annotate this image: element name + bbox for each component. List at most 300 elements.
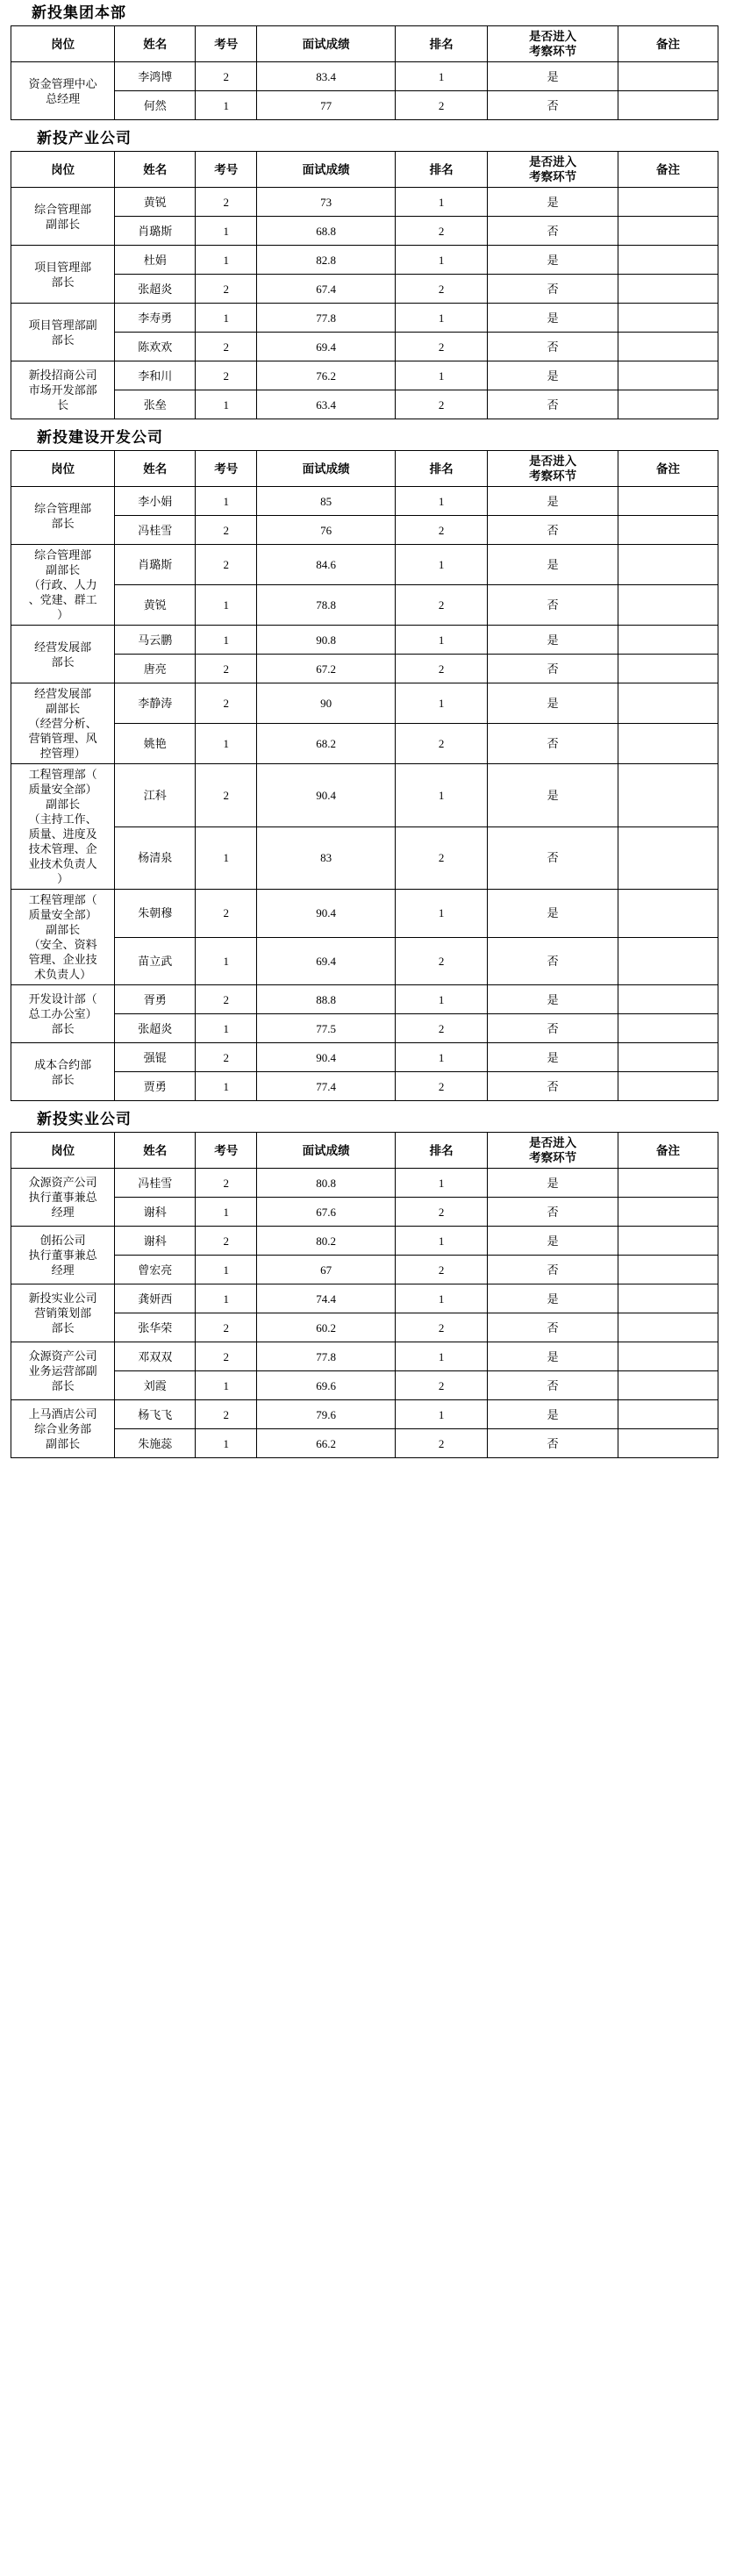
exam-no-cell: 1 bbox=[196, 487, 257, 516]
post-cell bbox=[11, 62, 115, 120]
table-header-row bbox=[11, 26, 718, 62]
pass-cell: 否 bbox=[488, 1198, 618, 1227]
post-line: 质量、进度及 bbox=[28, 827, 97, 841]
exam-no-cell: 1 bbox=[196, 1072, 257, 1101]
pass-cell: 否 bbox=[488, 91, 618, 120]
post-line: 经营发展部 bbox=[34, 640, 92, 654]
table-row bbox=[11, 626, 718, 655]
pass-cell: 否 bbox=[488, 1014, 618, 1043]
rank-cell: 2 bbox=[396, 655, 488, 683]
pass-cell: 是 bbox=[488, 1284, 618, 1313]
post-cell bbox=[11, 890, 115, 985]
post-cell bbox=[11, 764, 115, 890]
score-cell: 66.2 bbox=[257, 1429, 396, 1458]
name-cell: 肖璐斯 bbox=[115, 545, 196, 585]
result-section bbox=[11, 428, 718, 1101]
exam-no-cell: 1 bbox=[196, 246, 257, 275]
exam-no-cell: 1 bbox=[196, 937, 257, 985]
post-cell bbox=[11, 1043, 115, 1101]
post-line: 部长 bbox=[51, 655, 75, 669]
results-table bbox=[11, 25, 718, 120]
table-row bbox=[11, 91, 718, 120]
post-cell bbox=[11, 683, 115, 764]
pass-cell: 是 bbox=[488, 188, 618, 217]
name-cell: 杜娟 bbox=[115, 246, 196, 275]
score-cell: 90.4 bbox=[257, 764, 396, 827]
rank-cell: 1 bbox=[396, 62, 488, 91]
table-row bbox=[11, 361, 718, 390]
note-cell bbox=[618, 1256, 718, 1284]
post-line: 经理 bbox=[51, 1206, 75, 1219]
post-line: 副部长 bbox=[46, 563, 81, 576]
exam-no-cell: 1 bbox=[196, 585, 257, 626]
score-cell: 88.8 bbox=[257, 985, 396, 1014]
pass-cell: 是 bbox=[488, 487, 618, 516]
pass-cell: 否 bbox=[488, 724, 618, 764]
post-line: 营销策划部 bbox=[34, 1306, 92, 1320]
pass-cell: 否 bbox=[488, 1256, 618, 1284]
name-cell: 李和川 bbox=[115, 361, 196, 390]
post-line: 业务运营部副 bbox=[28, 1364, 97, 1377]
post-cell bbox=[11, 1227, 115, 1284]
column-header bbox=[488, 1133, 618, 1169]
pass-cell: 是 bbox=[488, 890, 618, 938]
note-cell bbox=[618, 1198, 718, 1227]
exam-no-cell: 2 bbox=[196, 764, 257, 827]
name-cell: 李小娟 bbox=[115, 487, 196, 516]
note-cell bbox=[618, 1400, 718, 1429]
post-line: 质量安全部） bbox=[28, 908, 97, 921]
post-line: 术负责人） bbox=[34, 968, 92, 981]
exam-no-cell: 2 bbox=[196, 333, 257, 361]
column-header-line: 是否进入 bbox=[529, 454, 577, 468]
rank-cell: 2 bbox=[396, 585, 488, 626]
post-line: 工程管理部（ bbox=[28, 768, 97, 781]
score-cell: 77.5 bbox=[257, 1014, 396, 1043]
score-cell: 80.2 bbox=[257, 1227, 396, 1256]
post-line: 副部长 bbox=[46, 798, 81, 811]
post-line: （经营分析、 bbox=[28, 717, 97, 730]
pass-cell: 否 bbox=[488, 217, 618, 246]
exam-no-cell: 1 bbox=[196, 1014, 257, 1043]
rank-cell: 1 bbox=[396, 985, 488, 1014]
name-cell: 龚妍西 bbox=[115, 1284, 196, 1313]
exam-no-cell: 2 bbox=[196, 1043, 257, 1072]
post-cell bbox=[11, 487, 115, 545]
score-cell: 68.2 bbox=[257, 724, 396, 764]
score-cell: 85 bbox=[257, 487, 396, 516]
post-line: 业技术负责人 bbox=[28, 857, 97, 870]
exam-no-cell: 2 bbox=[196, 545, 257, 585]
rank-cell: 2 bbox=[396, 516, 488, 545]
note-cell bbox=[618, 890, 718, 938]
note-cell bbox=[618, 1342, 718, 1371]
table-row bbox=[11, 764, 718, 827]
pass-cell: 是 bbox=[488, 1043, 618, 1072]
table-row bbox=[11, 985, 718, 1014]
post-cell bbox=[11, 1342, 115, 1400]
table-row bbox=[11, 1198, 718, 1227]
post-line: 新投招商公司 bbox=[28, 369, 97, 382]
column-header: 姓名 bbox=[115, 152, 196, 188]
score-cell: 77.8 bbox=[257, 304, 396, 333]
column-header-line: 是否进入 bbox=[529, 155, 577, 168]
note-cell bbox=[618, 1072, 718, 1101]
score-cell: 84.6 bbox=[257, 545, 396, 585]
rank-cell: 1 bbox=[396, 1342, 488, 1371]
post-line: 营销管理、风 bbox=[28, 732, 97, 745]
table-row bbox=[11, 1342, 718, 1371]
score-cell: 69.4 bbox=[257, 937, 396, 985]
post-line: 长 bbox=[57, 398, 69, 411]
column-header: 备注 bbox=[618, 152, 718, 188]
exam-no-cell: 2 bbox=[196, 655, 257, 683]
name-cell: 冯桂雪 bbox=[115, 516, 196, 545]
post-line: ） bbox=[57, 608, 69, 621]
column-header: 考号 bbox=[196, 26, 257, 62]
post-cell bbox=[11, 545, 115, 626]
post-line: 部长 bbox=[51, 275, 75, 289]
table-row bbox=[11, 683, 718, 724]
name-cell: 冯桂雪 bbox=[115, 1169, 196, 1198]
exam-no-cell: 2 bbox=[196, 683, 257, 724]
pass-cell: 是 bbox=[488, 1400, 618, 1429]
post-line: 市场开发部部 bbox=[28, 383, 97, 397]
score-cell: 83.4 bbox=[257, 62, 396, 91]
name-cell: 陈欢欢 bbox=[115, 333, 196, 361]
name-cell: 肖璐斯 bbox=[115, 217, 196, 246]
exam-no-cell: 2 bbox=[196, 516, 257, 545]
post-line: 新投实业公司 bbox=[28, 1292, 97, 1305]
exam-no-cell: 1 bbox=[196, 826, 257, 890]
table-row bbox=[11, 1256, 718, 1284]
rank-cell: 2 bbox=[396, 1371, 488, 1400]
pass-cell: 是 bbox=[488, 1342, 618, 1371]
table-row bbox=[11, 1313, 718, 1342]
post-cell bbox=[11, 985, 115, 1043]
post-line: 部长 bbox=[51, 333, 75, 347]
rank-cell: 2 bbox=[396, 390, 488, 419]
column-header: 面试成绩 bbox=[257, 451, 396, 487]
column-header: 备注 bbox=[618, 26, 718, 62]
exam-no-cell: 2 bbox=[196, 890, 257, 938]
score-cell: 76.2 bbox=[257, 361, 396, 390]
pass-cell: 否 bbox=[488, 585, 618, 626]
post-line: 管理、企业技 bbox=[28, 953, 97, 966]
post-line: 项目管理部 bbox=[34, 260, 92, 274]
note-cell bbox=[618, 1043, 718, 1072]
name-cell: 谢科 bbox=[115, 1227, 196, 1256]
post-line: 总经理 bbox=[46, 91, 81, 105]
column-header: 排名 bbox=[396, 451, 488, 487]
post-cell bbox=[11, 361, 115, 419]
table-row bbox=[11, 62, 718, 91]
exam-no-cell: 1 bbox=[196, 1429, 257, 1458]
section-title: 新投集团本部 bbox=[32, 4, 126, 21]
post-line: 质量安全部） bbox=[28, 783, 97, 796]
pass-cell: 是 bbox=[488, 1169, 618, 1198]
name-cell: 强锟 bbox=[115, 1043, 196, 1072]
table-row bbox=[11, 937, 718, 985]
post-line: （安全、资料 bbox=[28, 938, 97, 951]
exam-no-cell: 2 bbox=[196, 1313, 257, 1342]
post-line: 部长 bbox=[51, 516, 75, 530]
name-cell: 唐亮 bbox=[115, 655, 196, 683]
post-line: 综合管理部 bbox=[34, 548, 92, 562]
post-line: 副部长 bbox=[46, 1437, 81, 1450]
table-row bbox=[11, 655, 718, 683]
column-header: 排名 bbox=[396, 26, 488, 62]
column-header: 面试成绩 bbox=[257, 26, 396, 62]
column-header-line: 是否进入 bbox=[529, 1136, 577, 1149]
table-row bbox=[11, 1429, 718, 1458]
exam-no-cell: 1 bbox=[196, 1371, 257, 1400]
name-cell: 杨飞飞 bbox=[115, 1400, 196, 1429]
rank-cell: 2 bbox=[396, 1014, 488, 1043]
post-line: 执行董事兼总 bbox=[28, 1191, 97, 1204]
name-cell: 贾勇 bbox=[115, 1072, 196, 1101]
post-line: 资金管理中心 bbox=[28, 76, 97, 90]
pass-cell: 是 bbox=[488, 683, 618, 724]
table-row bbox=[11, 1227, 718, 1256]
score-cell: 90.8 bbox=[257, 626, 396, 655]
score-cell: 60.2 bbox=[257, 1313, 396, 1342]
section-title: 新投产业公司 bbox=[37, 130, 132, 147]
post-line: 开发设计部（ bbox=[28, 992, 97, 1005]
column-header: 岗位 bbox=[11, 1133, 115, 1169]
table-row bbox=[11, 333, 718, 361]
score-cell: 74.4 bbox=[257, 1284, 396, 1313]
post-cell bbox=[11, 1284, 115, 1342]
post-line: 总工办公室） bbox=[28, 1007, 97, 1020]
exam-no-cell: 2 bbox=[196, 62, 257, 91]
rank-cell: 1 bbox=[396, 1169, 488, 1198]
post-line: 综合业务部 bbox=[34, 1422, 92, 1435]
note-cell bbox=[618, 1371, 718, 1400]
name-cell: 李静涛 bbox=[115, 683, 196, 724]
post-line: 众源资产公司 bbox=[28, 1176, 97, 1189]
post-cell bbox=[11, 626, 115, 683]
pass-cell: 是 bbox=[488, 764, 618, 827]
name-cell: 江科 bbox=[115, 764, 196, 827]
table-row bbox=[11, 1072, 718, 1101]
note-cell bbox=[618, 764, 718, 827]
exam-no-cell: 2 bbox=[196, 1169, 257, 1198]
pass-cell: 否 bbox=[488, 1072, 618, 1101]
column-header: 排名 bbox=[396, 152, 488, 188]
rank-cell: 2 bbox=[396, 724, 488, 764]
exam-no-cell: 2 bbox=[196, 275, 257, 304]
score-cell: 90.4 bbox=[257, 890, 396, 938]
pass-cell: 否 bbox=[488, 1429, 618, 1458]
name-cell: 邓双双 bbox=[115, 1342, 196, 1371]
rank-cell: 1 bbox=[396, 188, 488, 217]
pass-cell: 是 bbox=[488, 361, 618, 390]
note-cell bbox=[618, 487, 718, 516]
table-row bbox=[11, 545, 718, 585]
exam-no-cell: 2 bbox=[196, 1227, 257, 1256]
column-header-line: 考察环节 bbox=[529, 170, 577, 183]
name-cell: 胥勇 bbox=[115, 985, 196, 1014]
rank-cell: 1 bbox=[396, 1227, 488, 1256]
exam-no-cell: 2 bbox=[196, 188, 257, 217]
note-cell bbox=[618, 1014, 718, 1043]
score-cell: 68.8 bbox=[257, 217, 396, 246]
rank-cell: 1 bbox=[396, 487, 488, 516]
column-header-line: 是否进入 bbox=[529, 30, 577, 43]
rank-cell: 1 bbox=[396, 1400, 488, 1429]
note-cell bbox=[618, 361, 718, 390]
name-cell: 张超炎 bbox=[115, 275, 196, 304]
note-cell bbox=[618, 188, 718, 217]
score-cell: 67.4 bbox=[257, 275, 396, 304]
rank-cell: 2 bbox=[396, 1198, 488, 1227]
table-header-row bbox=[11, 451, 718, 487]
exam-no-cell: 1 bbox=[196, 724, 257, 764]
post-line: 副部长 bbox=[46, 702, 81, 715]
score-cell: 77.8 bbox=[257, 1342, 396, 1371]
name-cell: 苗立武 bbox=[115, 937, 196, 985]
name-cell: 谢科 bbox=[115, 1198, 196, 1227]
table-row bbox=[11, 724, 718, 764]
column-header: 考号 bbox=[196, 1133, 257, 1169]
section-title: 新投实业公司 bbox=[37, 1111, 132, 1127]
name-cell: 张超炎 bbox=[115, 1014, 196, 1043]
score-cell: 67.2 bbox=[257, 655, 396, 683]
post-line: 副部长 bbox=[46, 923, 81, 936]
table-row bbox=[11, 1400, 718, 1429]
note-cell bbox=[618, 62, 718, 91]
pass-cell: 否 bbox=[488, 937, 618, 985]
name-cell: 马云鹏 bbox=[115, 626, 196, 655]
post-line: 执行董事兼总 bbox=[28, 1249, 97, 1262]
note-cell bbox=[618, 304, 718, 333]
score-cell: 90 bbox=[257, 683, 396, 724]
exam-no-cell: 1 bbox=[196, 304, 257, 333]
post-line: 部长 bbox=[51, 1379, 75, 1392]
note-cell bbox=[618, 333, 718, 361]
post-line: 上马酒店公司 bbox=[28, 1407, 97, 1420]
exam-no-cell: 2 bbox=[196, 1342, 257, 1371]
column-header: 考号 bbox=[196, 451, 257, 487]
name-cell: 何然 bbox=[115, 91, 196, 120]
name-cell: 黄锐 bbox=[115, 188, 196, 217]
pass-cell: 是 bbox=[488, 1227, 618, 1256]
rank-cell: 1 bbox=[396, 361, 488, 390]
pass-cell: 否 bbox=[488, 826, 618, 890]
table-row bbox=[11, 487, 718, 516]
column-header: 岗位 bbox=[11, 26, 115, 62]
score-cell: 69.4 bbox=[257, 333, 396, 361]
note-cell bbox=[618, 683, 718, 724]
post-line: 部长 bbox=[51, 1072, 75, 1086]
post-line: 成本合约部 bbox=[34, 1057, 92, 1071]
note-cell bbox=[618, 826, 718, 890]
note-cell bbox=[618, 1169, 718, 1198]
post-line: 综合管理部 bbox=[34, 202, 92, 216]
post-line: 创拓公司 bbox=[39, 1234, 86, 1247]
note-cell bbox=[618, 724, 718, 764]
note-cell bbox=[618, 217, 718, 246]
score-cell: 73 bbox=[257, 188, 396, 217]
rank-cell: 1 bbox=[396, 246, 488, 275]
table-row bbox=[11, 304, 718, 333]
results-table bbox=[11, 450, 718, 1101]
pass-cell: 是 bbox=[488, 545, 618, 585]
exam-no-cell: 2 bbox=[196, 361, 257, 390]
exam-no-cell: 1 bbox=[196, 626, 257, 655]
post-line: 经理 bbox=[51, 1263, 75, 1277]
post-line: ） bbox=[57, 872, 69, 885]
post-line: 综合管理部 bbox=[34, 501, 92, 515]
results-table bbox=[11, 1132, 718, 1458]
exam-no-cell: 1 bbox=[196, 1198, 257, 1227]
column-header bbox=[488, 152, 618, 188]
pass-cell: 否 bbox=[488, 655, 618, 683]
post-cell bbox=[11, 188, 115, 246]
post-line: 技术管理、企 bbox=[28, 842, 97, 855]
table-row bbox=[11, 890, 718, 938]
column-header-line: 考察环节 bbox=[529, 45, 577, 58]
table-row bbox=[11, 1371, 718, 1400]
sections-container bbox=[11, 4, 718, 1458]
pass-cell: 否 bbox=[488, 390, 618, 419]
rank-cell: 1 bbox=[396, 764, 488, 827]
post-line: 部长 bbox=[51, 1321, 75, 1335]
name-cell: 张华荣 bbox=[115, 1313, 196, 1342]
post-line: （行政、人力 bbox=[28, 578, 97, 591]
pass-cell: 否 bbox=[488, 275, 618, 304]
pass-cell: 否 bbox=[488, 1313, 618, 1342]
note-cell bbox=[618, 626, 718, 655]
name-cell: 李寿勇 bbox=[115, 304, 196, 333]
note-cell bbox=[618, 1227, 718, 1256]
column-header: 姓名 bbox=[115, 1133, 196, 1169]
name-cell: 刘霞 bbox=[115, 1371, 196, 1400]
rank-cell: 1 bbox=[396, 545, 488, 585]
note-cell bbox=[618, 246, 718, 275]
pass-cell: 否 bbox=[488, 516, 618, 545]
post-line: 副部长 bbox=[46, 217, 81, 231]
column-header: 面试成绩 bbox=[257, 1133, 396, 1169]
note-cell bbox=[618, 655, 718, 683]
result-section bbox=[11, 4, 718, 120]
note-cell bbox=[618, 390, 718, 419]
post-line: 部长 bbox=[51, 1022, 75, 1035]
rank-cell: 1 bbox=[396, 304, 488, 333]
note-cell bbox=[618, 585, 718, 626]
score-cell: 77 bbox=[257, 91, 396, 120]
note-cell bbox=[618, 516, 718, 545]
table-row bbox=[11, 1014, 718, 1043]
exam-no-cell: 1 bbox=[196, 91, 257, 120]
table-header-row bbox=[11, 1133, 718, 1169]
score-cell: 77.4 bbox=[257, 1072, 396, 1101]
column-header: 排名 bbox=[396, 1133, 488, 1169]
note-cell bbox=[618, 91, 718, 120]
table-row bbox=[11, 390, 718, 419]
column-header: 考号 bbox=[196, 152, 257, 188]
table-row bbox=[11, 585, 718, 626]
column-header: 备注 bbox=[618, 451, 718, 487]
rank-cell: 1 bbox=[396, 1284, 488, 1313]
rank-cell: 2 bbox=[396, 826, 488, 890]
name-cell: 黄锐 bbox=[115, 585, 196, 626]
table-row bbox=[11, 1169, 718, 1198]
rank-cell: 1 bbox=[396, 1043, 488, 1072]
post-line: 项目管理部副 bbox=[28, 318, 97, 332]
name-cell: 曾宏亮 bbox=[115, 1256, 196, 1284]
